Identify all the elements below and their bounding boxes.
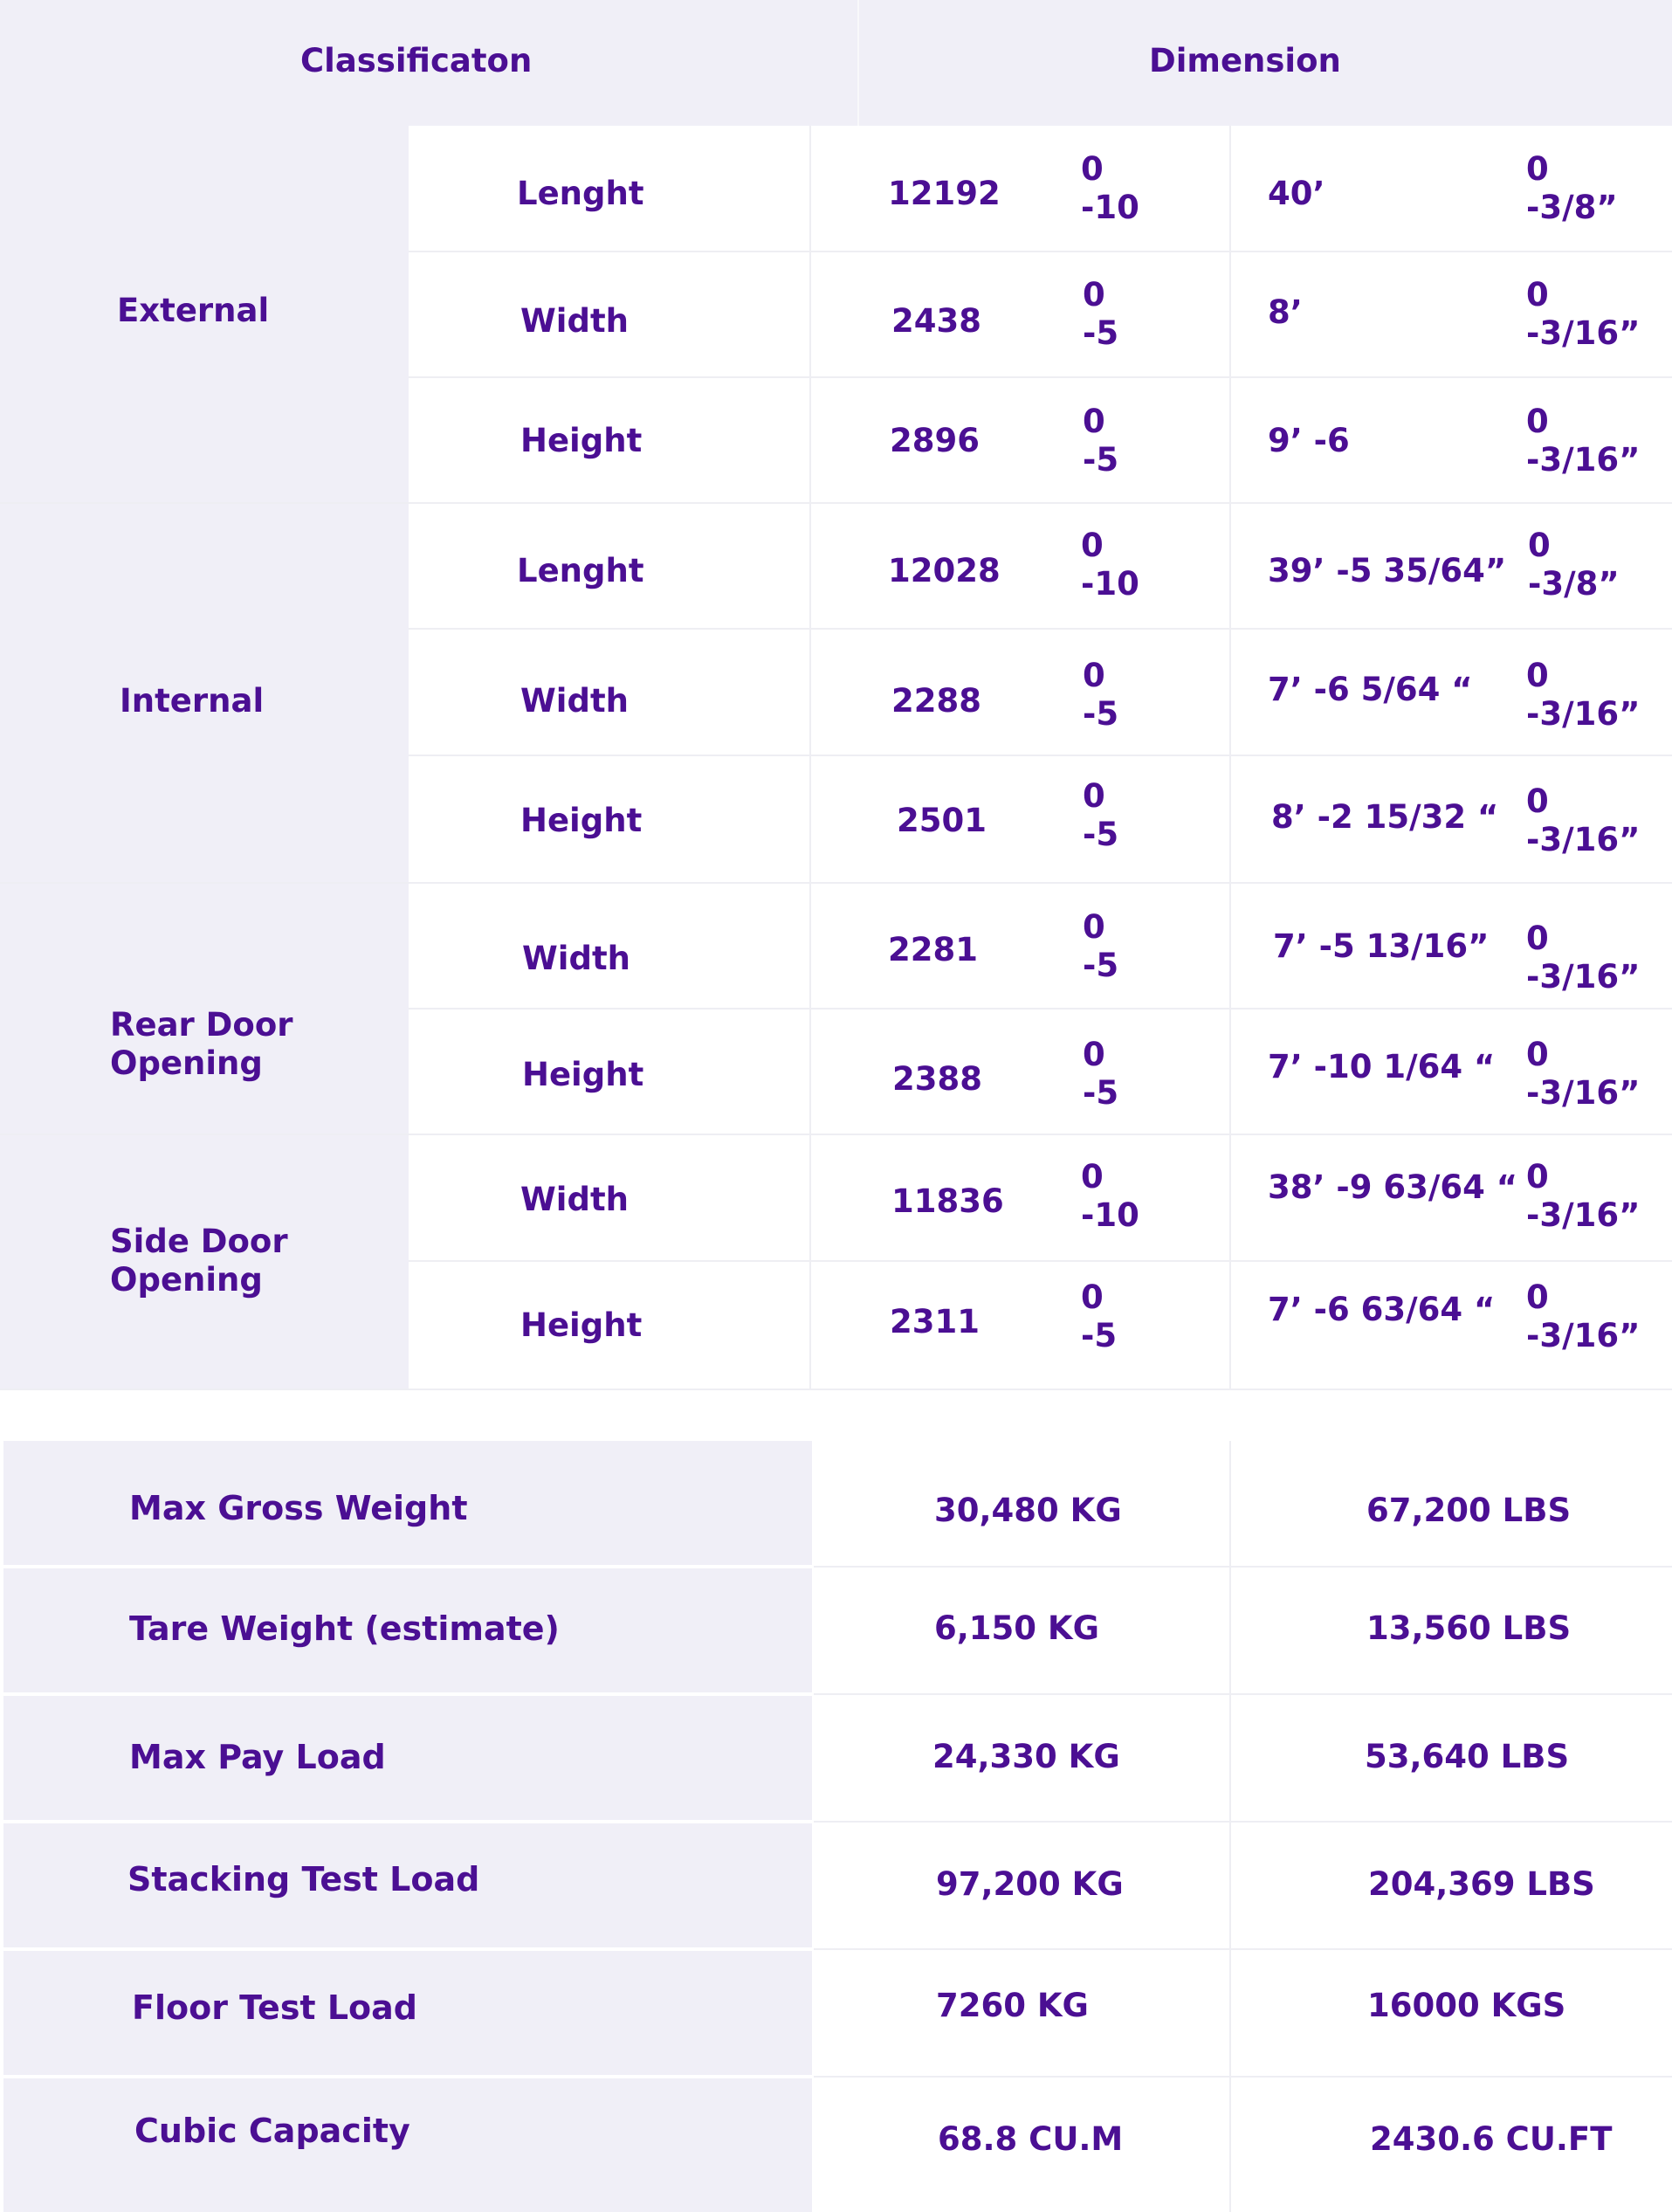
row-name: Height bbox=[520, 802, 643, 839]
row-divider bbox=[814, 1693, 1672, 1695]
value-mm: 12028 bbox=[888, 552, 1001, 589]
weight-label: Max Pay Load bbox=[129, 1738, 386, 1776]
weight-metric: 6,150 KG bbox=[934, 1609, 1099, 1647]
tolerance-mm: 0 -5 bbox=[1081, 1278, 1118, 1354]
value-mm: 2501 bbox=[897, 802, 987, 839]
header-classification: Classificaton bbox=[300, 42, 533, 79]
tolerance-ft: 0 -3/16” bbox=[1526, 276, 1641, 352]
tolerance-ft: 0 -3/16” bbox=[1526, 1278, 1641, 1354]
value-mm: 2288 bbox=[891, 682, 981, 720]
weight-label: Floor Test Load bbox=[132, 1988, 417, 2027]
tolerance-ft: 0 -3/16” bbox=[1526, 782, 1641, 858]
tolerance-mm: 0 -10 bbox=[1081, 1158, 1139, 1234]
row-name: Height bbox=[520, 1306, 643, 1344]
row-divider bbox=[409, 1260, 1672, 1262]
column-divider bbox=[1229, 1441, 1231, 2212]
weight-imperial: 16000 KGS bbox=[1367, 1987, 1566, 2024]
row-divider bbox=[814, 1821, 1672, 1823]
table-header bbox=[0, 0, 1672, 126]
row-divider bbox=[0, 882, 1672, 884]
value-mm: 2281 bbox=[888, 931, 978, 968]
value-ft: 9’ -6 bbox=[1268, 422, 1350, 459]
row-name: Width bbox=[520, 1181, 630, 1218]
tolerance-mm: 0 -5 bbox=[1083, 276, 1119, 352]
weight-imperial: 67,200 LBS bbox=[1366, 1492, 1572, 1529]
weight-imperial: 13,560 LBS bbox=[1366, 1609, 1572, 1647]
tolerance-ft: 0 -3/16” bbox=[1526, 1158, 1641, 1234]
weight-metric: 24,330 KG bbox=[932, 1738, 1120, 1775]
tolerance-ft: 0 -3/8” bbox=[1526, 150, 1618, 226]
group-label-external: External bbox=[117, 292, 270, 329]
row-divider bbox=[814, 1948, 1672, 1950]
value-mm: 11836 bbox=[891, 1182, 1004, 1220]
weight-metric: 97,200 KG bbox=[936, 1865, 1124, 1903]
row-name: Lenght bbox=[517, 175, 644, 212]
tolerance-mm: 0 -5 bbox=[1083, 403, 1119, 479]
tolerance-mm: 0 -5 bbox=[1083, 908, 1119, 984]
row-name: Width bbox=[520, 682, 630, 720]
value-ft: 7’ -6 63/64 “ bbox=[1268, 1291, 1496, 1328]
row-divider bbox=[409, 1008, 1672, 1010]
group-label-rear-door-opening: Rear Door Opening bbox=[110, 1006, 293, 1082]
group-label-side-door-opening: Side Door Opening bbox=[110, 1223, 288, 1299]
row-divider bbox=[409, 251, 1672, 252]
header-divider bbox=[857, 0, 859, 126]
value-mm: 2438 bbox=[891, 302, 981, 340]
row-name: Lenght bbox=[517, 552, 644, 589]
row-divider bbox=[814, 1566, 1672, 1568]
group-label-internal: Internal bbox=[120, 682, 265, 720]
row-divider bbox=[409, 628, 1672, 630]
tolerance-mm: 0 -5 bbox=[1083, 657, 1119, 733]
tolerance-mm: 0 -10 bbox=[1081, 150, 1139, 226]
weight-label: Cubic Capacity bbox=[134, 2112, 410, 2150]
row-divider bbox=[814, 2076, 1672, 2078]
row-divider bbox=[409, 376, 1672, 378]
weight-metric: 68.8 CU.M bbox=[938, 2120, 1124, 2158]
tolerance-ft: 0 -3/16” bbox=[1526, 920, 1641, 996]
row-name: Width bbox=[520, 302, 630, 340]
value-ft: 7’ -10 1/64 “ bbox=[1268, 1048, 1496, 1085]
value-ft: 38’ -9 63/64 “ bbox=[1268, 1168, 1518, 1206]
column-divider bbox=[1229, 126, 1231, 1390]
weight-imperial: 53,640 LBS bbox=[1365, 1738, 1570, 1775]
value-ft: 39’ -5 35/64” bbox=[1268, 552, 1507, 589]
weight-metric: 30,480 KG bbox=[934, 1492, 1122, 1529]
value-mm: 2311 bbox=[890, 1303, 980, 1340]
weight-metric: 7260 KG bbox=[936, 1987, 1089, 2024]
row-divider bbox=[0, 1389, 1672, 1390]
value-mm: 2896 bbox=[890, 422, 980, 459]
tolerance-ft: 0 -3/16” bbox=[1526, 403, 1641, 479]
row-divider bbox=[0, 1134, 1672, 1135]
column-divider bbox=[809, 126, 811, 1390]
weight-label: Max Gross Weight bbox=[129, 1489, 468, 1527]
tolerance-mm: 0 -5 bbox=[1083, 1036, 1119, 1112]
weight-row-label-cell bbox=[3, 1696, 812, 1820]
tolerance-ft: 0 -3/16” bbox=[1526, 657, 1641, 733]
value-mm: 2388 bbox=[892, 1060, 982, 1098]
weight-imperial: 204,369 LBS bbox=[1368, 1865, 1595, 1903]
tolerance-mm: 0 -10 bbox=[1081, 527, 1139, 603]
weight-label: Stacking Test Load bbox=[127, 1860, 480, 1898]
row-name: Width bbox=[522, 940, 631, 977]
header-dimension: Dimension bbox=[1149, 42, 1341, 79]
row-name: Height bbox=[522, 1056, 644, 1093]
value-ft: 8’ -2 15/32 “ bbox=[1271, 798, 1499, 836]
tolerance-mm: 0 -5 bbox=[1083, 777, 1119, 853]
row-name: Height bbox=[520, 422, 643, 459]
value-ft: 7’ -6 5/64 “ bbox=[1268, 671, 1473, 708]
row-divider bbox=[409, 755, 1672, 756]
value-ft: 40’ bbox=[1268, 175, 1325, 212]
weight-label: Tare Weight (estimate) bbox=[129, 1609, 560, 1648]
value-ft: 7’ -5 13/16” bbox=[1273, 927, 1490, 965]
tolerance-ft: 0 -3/16” bbox=[1526, 1036, 1641, 1112]
row-divider bbox=[0, 502, 1672, 504]
value-mm: 12192 bbox=[888, 175, 1001, 212]
value-ft: 8’ bbox=[1268, 293, 1303, 331]
weight-imperial: 2430.6 CU.FT bbox=[1370, 2120, 1613, 2158]
tolerance-ft: 0 -3/8” bbox=[1528, 527, 1620, 603]
